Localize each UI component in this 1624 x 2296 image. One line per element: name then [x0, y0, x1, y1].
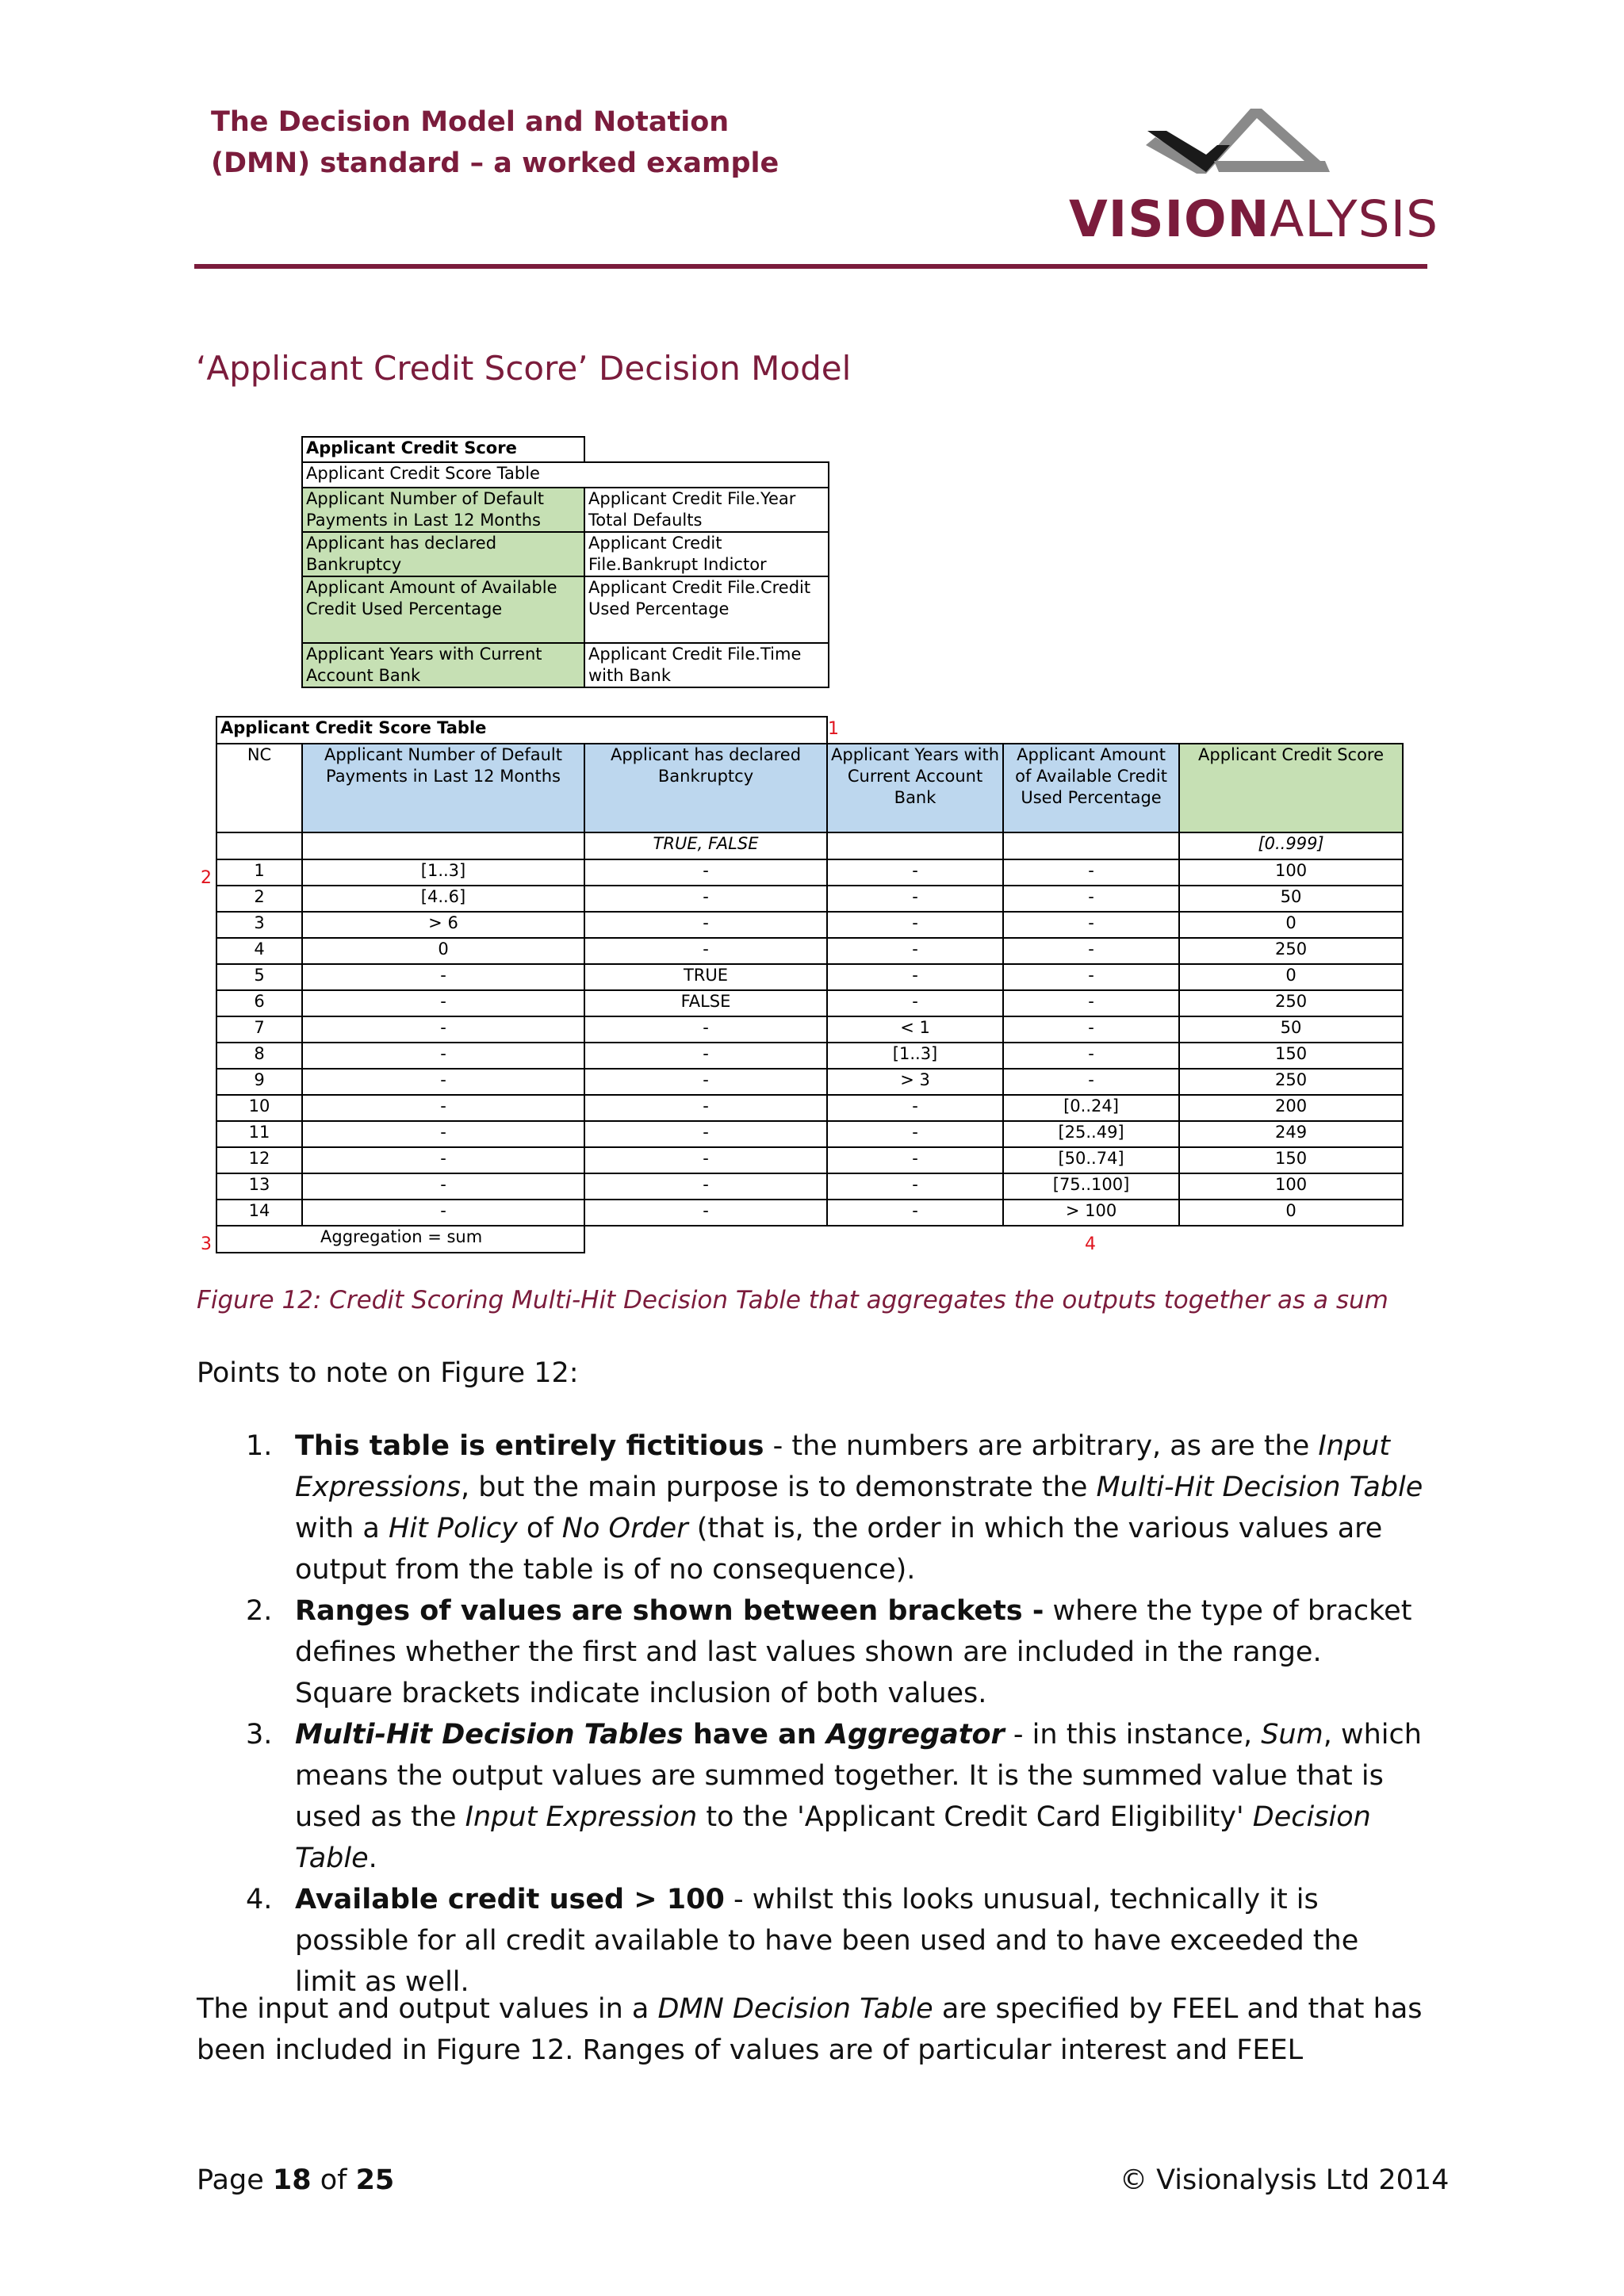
rule-row [216, 859, 1403, 886]
text-run: . [368, 1843, 377, 1874]
rule-input: - [584, 1200, 827, 1226]
page-prefix: Page [197, 2164, 273, 2196]
rule-input: - [584, 1069, 827, 1095]
rule-number: 8 [216, 1043, 302, 1069]
rule-input: - [584, 938, 827, 964]
rule-output: 50 [1179, 886, 1403, 912]
rule-input: - [584, 1121, 827, 1147]
text-run: The input and output values in a [197, 1993, 658, 2025]
point-item [238, 1425, 1427, 1590]
rule-input: - [1003, 1016, 1179, 1043]
text-run: Decision Table [295, 1801, 1371, 1874]
rule-input: - [302, 1016, 584, 1043]
text-run: Input Expression [465, 1801, 698, 1833]
rule-input: - [1003, 1069, 1179, 1095]
rule-input: - [584, 1173, 827, 1200]
rule-input: - [1003, 1043, 1179, 1069]
text-run: are specified by FEEL and that has been included in Figure 12. Ranges of values are of particular interest and FEEL [197, 1993, 1423, 2066]
rule-input: - [584, 859, 827, 886]
text-run: , but the main purpose is to demonstrate the [461, 1471, 1097, 1503]
rule-input: - [1003, 990, 1179, 1016]
rule-input: - [302, 1200, 584, 1226]
rule-number: 4 [216, 938, 302, 964]
rule-number: 11 [216, 1121, 302, 1147]
rule-input: - [302, 990, 584, 1016]
rule-input: - [1003, 912, 1179, 938]
rule-number: 1 [216, 859, 302, 886]
text-run: Available credit used > 100 [295, 1884, 725, 1915]
text-run: Sum [1261, 1719, 1323, 1751]
column-header-credit-score: Applicant Credit Score [1179, 744, 1403, 832]
page-number [197, 2164, 394, 2196]
context-input: Applicant Number of Default Payments in Last 12 Months [302, 488, 584, 532]
rule-row [216, 1095, 1403, 1121]
allowed-values-cell: TRUE, FALSE [584, 832, 827, 859]
text-run: Aggregator [825, 1719, 1005, 1751]
rule-output: 0 [1179, 1200, 1403, 1226]
rule-output: 250 [1179, 1069, 1403, 1095]
rule-input: > 100 [1003, 1200, 1179, 1226]
column-header-nc: NC [216, 744, 302, 832]
page-total: 25 [355, 2164, 395, 2196]
decision-table-name-spacer [827, 717, 1403, 744]
rule-row [216, 1147, 1403, 1173]
rule-number: 10 [216, 1095, 302, 1121]
rule-row [216, 1069, 1403, 1095]
rule-input: - [827, 938, 1003, 964]
rule-output: 100 [1179, 1173, 1403, 1200]
rule-input: TRUE [584, 964, 827, 990]
rule-row [216, 886, 1403, 912]
text-run: Multi-Hit Decision Table [1096, 1471, 1423, 1503]
allowed-values-cell [216, 832, 302, 859]
rule-input: - [584, 912, 827, 938]
context-source: Applicant Credit File.Credit Used Percentage [584, 576, 829, 643]
rule-input: - [1003, 964, 1179, 990]
rule-input: - [584, 1043, 827, 1069]
text-run: Hit Policy [388, 1513, 518, 1544]
points-list [238, 1425, 1427, 2003]
rule-row [216, 1016, 1403, 1043]
text-run: Input Expressions [295, 1430, 1391, 1503]
logo-wordmark [1069, 190, 1438, 248]
allowed-values-cell [302, 832, 584, 859]
rule-number: 3 [216, 912, 302, 938]
rule-input: FALSE [584, 990, 827, 1016]
rule-input: - [302, 964, 584, 990]
rule-input: > 6 [302, 912, 584, 938]
rule-output: 0 [1179, 912, 1403, 938]
rule-input: - [584, 1147, 827, 1173]
text-run: - the numbers are arbitrary, as are the [764, 1430, 1319, 1462]
context-input: Applicant Years with Current Account Bank [302, 643, 584, 687]
rule-row [216, 1121, 1403, 1147]
rule-row [216, 938, 1403, 964]
rule-row [216, 1173, 1403, 1200]
page-of: of [311, 2164, 356, 2196]
context-source: Applicant Credit File.Year Total Defaults [584, 488, 829, 532]
column-header-defaults: Applicant Number of Default Payments in Last 12 Months [302, 744, 584, 832]
rule-input: - [1003, 938, 1179, 964]
decision-table-rows [216, 859, 1403, 1226]
context-input: Applicant Amount of Available Credit Used Percentage [302, 576, 584, 643]
rule-row [216, 964, 1403, 990]
marker-1: 1 [828, 719, 839, 739]
rule-output: 250 [1179, 938, 1403, 964]
rule-output: 249 [1179, 1121, 1403, 1147]
rule-output: 0 [1179, 964, 1403, 990]
document-title-line1: The Decision Model and Notation [211, 106, 730, 138]
text-run: Multi-Hit Decision Tables [295, 1719, 684, 1751]
rule-input: - [584, 1016, 827, 1043]
text-run: Ranges of values are shown between brackets - [295, 1595, 1044, 1627]
context-input: Applicant has declared Bankruptcy [302, 532, 584, 576]
column-header-credit-used: Applicant Amount of Available Credit Used Percentage [1003, 744, 1179, 832]
marker-4: 4 [1085, 1234, 1096, 1254]
text-run: (that is, the order in which the various values are output from the table is of no consequence). [295, 1513, 1383, 1586]
context-source: Applicant Credit File.Bankrupt Indictor [584, 532, 829, 576]
context-table [301, 436, 829, 688]
document-title [211, 101, 779, 184]
rule-number: 14 [216, 1200, 302, 1226]
logo-wordmark-bold: VISION [1069, 190, 1270, 248]
rule-row [216, 912, 1403, 938]
rule-number: 12 [216, 1147, 302, 1173]
text-run: - whilst this looks unusual, technically it is possible for all credit available to have been used and to have exceeded the limit as well. [295, 1884, 1359, 1998]
point-number: 2. [246, 1595, 273, 1627]
rule-input: - [827, 859, 1003, 886]
rule-input: [4..6] [302, 886, 584, 912]
text-run: to the 'Applicant Credit Card Eligibility' [697, 1801, 1253, 1833]
rule-row [216, 990, 1403, 1016]
text-run: with a [295, 1513, 389, 1544]
point-item [238, 1590, 1427, 1714]
copyright: © Visionalysis Ltd 2014 [1120, 2164, 1450, 2196]
marker-2: 2 [201, 868, 212, 888]
section-title: ‘Applicant Credit Score’ Decision Model [196, 349, 852, 388]
marker-3: 3 [201, 1234, 212, 1254]
rule-input: - [302, 1147, 584, 1173]
rule-input: - [302, 1069, 584, 1095]
rule-number: 6 [216, 990, 302, 1016]
text-run: where the type of bracket defines whether the first and last values shown are included in the range. Square brackets indicate inclusion of both values. [295, 1595, 1412, 1709]
rule-output: 200 [1179, 1095, 1403, 1121]
rule-row [216, 1043, 1403, 1069]
allowed-values-cell [1003, 832, 1179, 859]
points-title: Points to note on Figure 12: [197, 1357, 579, 1389]
text-run: , which means the output values are summed together. It is the summed value that is used as the [295, 1719, 1422, 1833]
point-number: 3. [246, 1719, 273, 1751]
rule-input: - [302, 1173, 584, 1200]
context-source: Applicant Credit File.Time with Bank [584, 643, 829, 687]
rule-input: - [302, 1095, 584, 1121]
text-run: have an [683, 1719, 826, 1751]
rule-number: 5 [216, 964, 302, 990]
rule-input: - [302, 1121, 584, 1147]
rule-input: - [827, 886, 1003, 912]
rule-input: - [827, 1095, 1003, 1121]
header-divider [194, 264, 1427, 269]
logo-wordmark-light: ALYSIS [1270, 190, 1439, 248]
rule-number: 9 [216, 1069, 302, 1095]
column-header-years-bank: Applicant Years with Current Account Bank [827, 744, 1003, 832]
decision-table-name: Applicant Credit Score Table [216, 717, 827, 744]
document-title-line2: (DMN) standard – a worked example [211, 147, 779, 179]
allowed-values-cell [827, 832, 1003, 859]
rule-number: 7 [216, 1016, 302, 1043]
rule-input: - [302, 1043, 584, 1069]
decision-table [216, 716, 1404, 1253]
aggregation-label: Aggregation = sum [216, 1226, 584, 1253]
rule-input: > 3 [827, 1069, 1003, 1095]
text-run: - in this instance, [1004, 1719, 1262, 1751]
point-item [238, 1879, 1427, 2003]
rule-number: 13 [216, 1173, 302, 1200]
rule-input: [0..24] [1003, 1095, 1179, 1121]
context-title: Applicant Credit Score [302, 437, 584, 462]
rule-input: - [1003, 859, 1179, 886]
rule-input: - [827, 912, 1003, 938]
point-number: 1. [246, 1430, 273, 1462]
rule-input: [50..74] [1003, 1147, 1179, 1173]
rule-input: - [1003, 886, 1179, 912]
rule-input: [25..49] [1003, 1121, 1179, 1147]
rule-input: - [584, 1095, 827, 1121]
rule-input: - [827, 1200, 1003, 1226]
rule-output: 100 [1179, 859, 1403, 886]
rule-input: - [827, 964, 1003, 990]
text-run: DMN Decision Table [657, 1993, 933, 2025]
text-run: This table is entirely fictitious [295, 1430, 764, 1462]
rule-input: - [827, 1121, 1003, 1147]
rule-output: 150 [1179, 1147, 1403, 1173]
point-item [238, 1714, 1427, 1879]
rule-input: - [827, 990, 1003, 1016]
rule-output: 250 [1179, 990, 1403, 1016]
rule-input: 0 [302, 938, 584, 964]
rule-input: [75..100] [1003, 1173, 1179, 1200]
context-empty [584, 437, 829, 462]
rule-row [216, 1200, 1403, 1226]
rule-number: 2 [216, 886, 302, 912]
rule-input: < 1 [827, 1016, 1003, 1043]
allowed-values-cell: [0..999] [1179, 832, 1403, 859]
rule-input: - [827, 1147, 1003, 1173]
text-run: No Order [561, 1513, 688, 1544]
rule-input: - [827, 1173, 1003, 1200]
rule-output: 150 [1179, 1043, 1403, 1069]
page-current: 18 [272, 2164, 312, 2196]
rule-input: [1..3] [302, 859, 584, 886]
point-number: 4. [246, 1884, 273, 1915]
rule-output: 50 [1179, 1016, 1403, 1043]
text-run: of [517, 1513, 562, 1544]
context-subtitle: Applicant Credit Score Table [302, 462, 829, 488]
closing-paragraph [197, 1988, 1434, 2071]
rule-input: - [584, 886, 827, 912]
column-header-bankruptcy: Applicant has declared Bankruptcy [584, 744, 827, 832]
figure-caption: Figure 12: Credit Scoring Multi-Hit Decision Table that aggregates the outputs together as a sum [197, 1286, 1388, 1314]
aggregation-spacer [584, 1226, 1403, 1253]
rule-input: [1..3] [827, 1043, 1003, 1069]
